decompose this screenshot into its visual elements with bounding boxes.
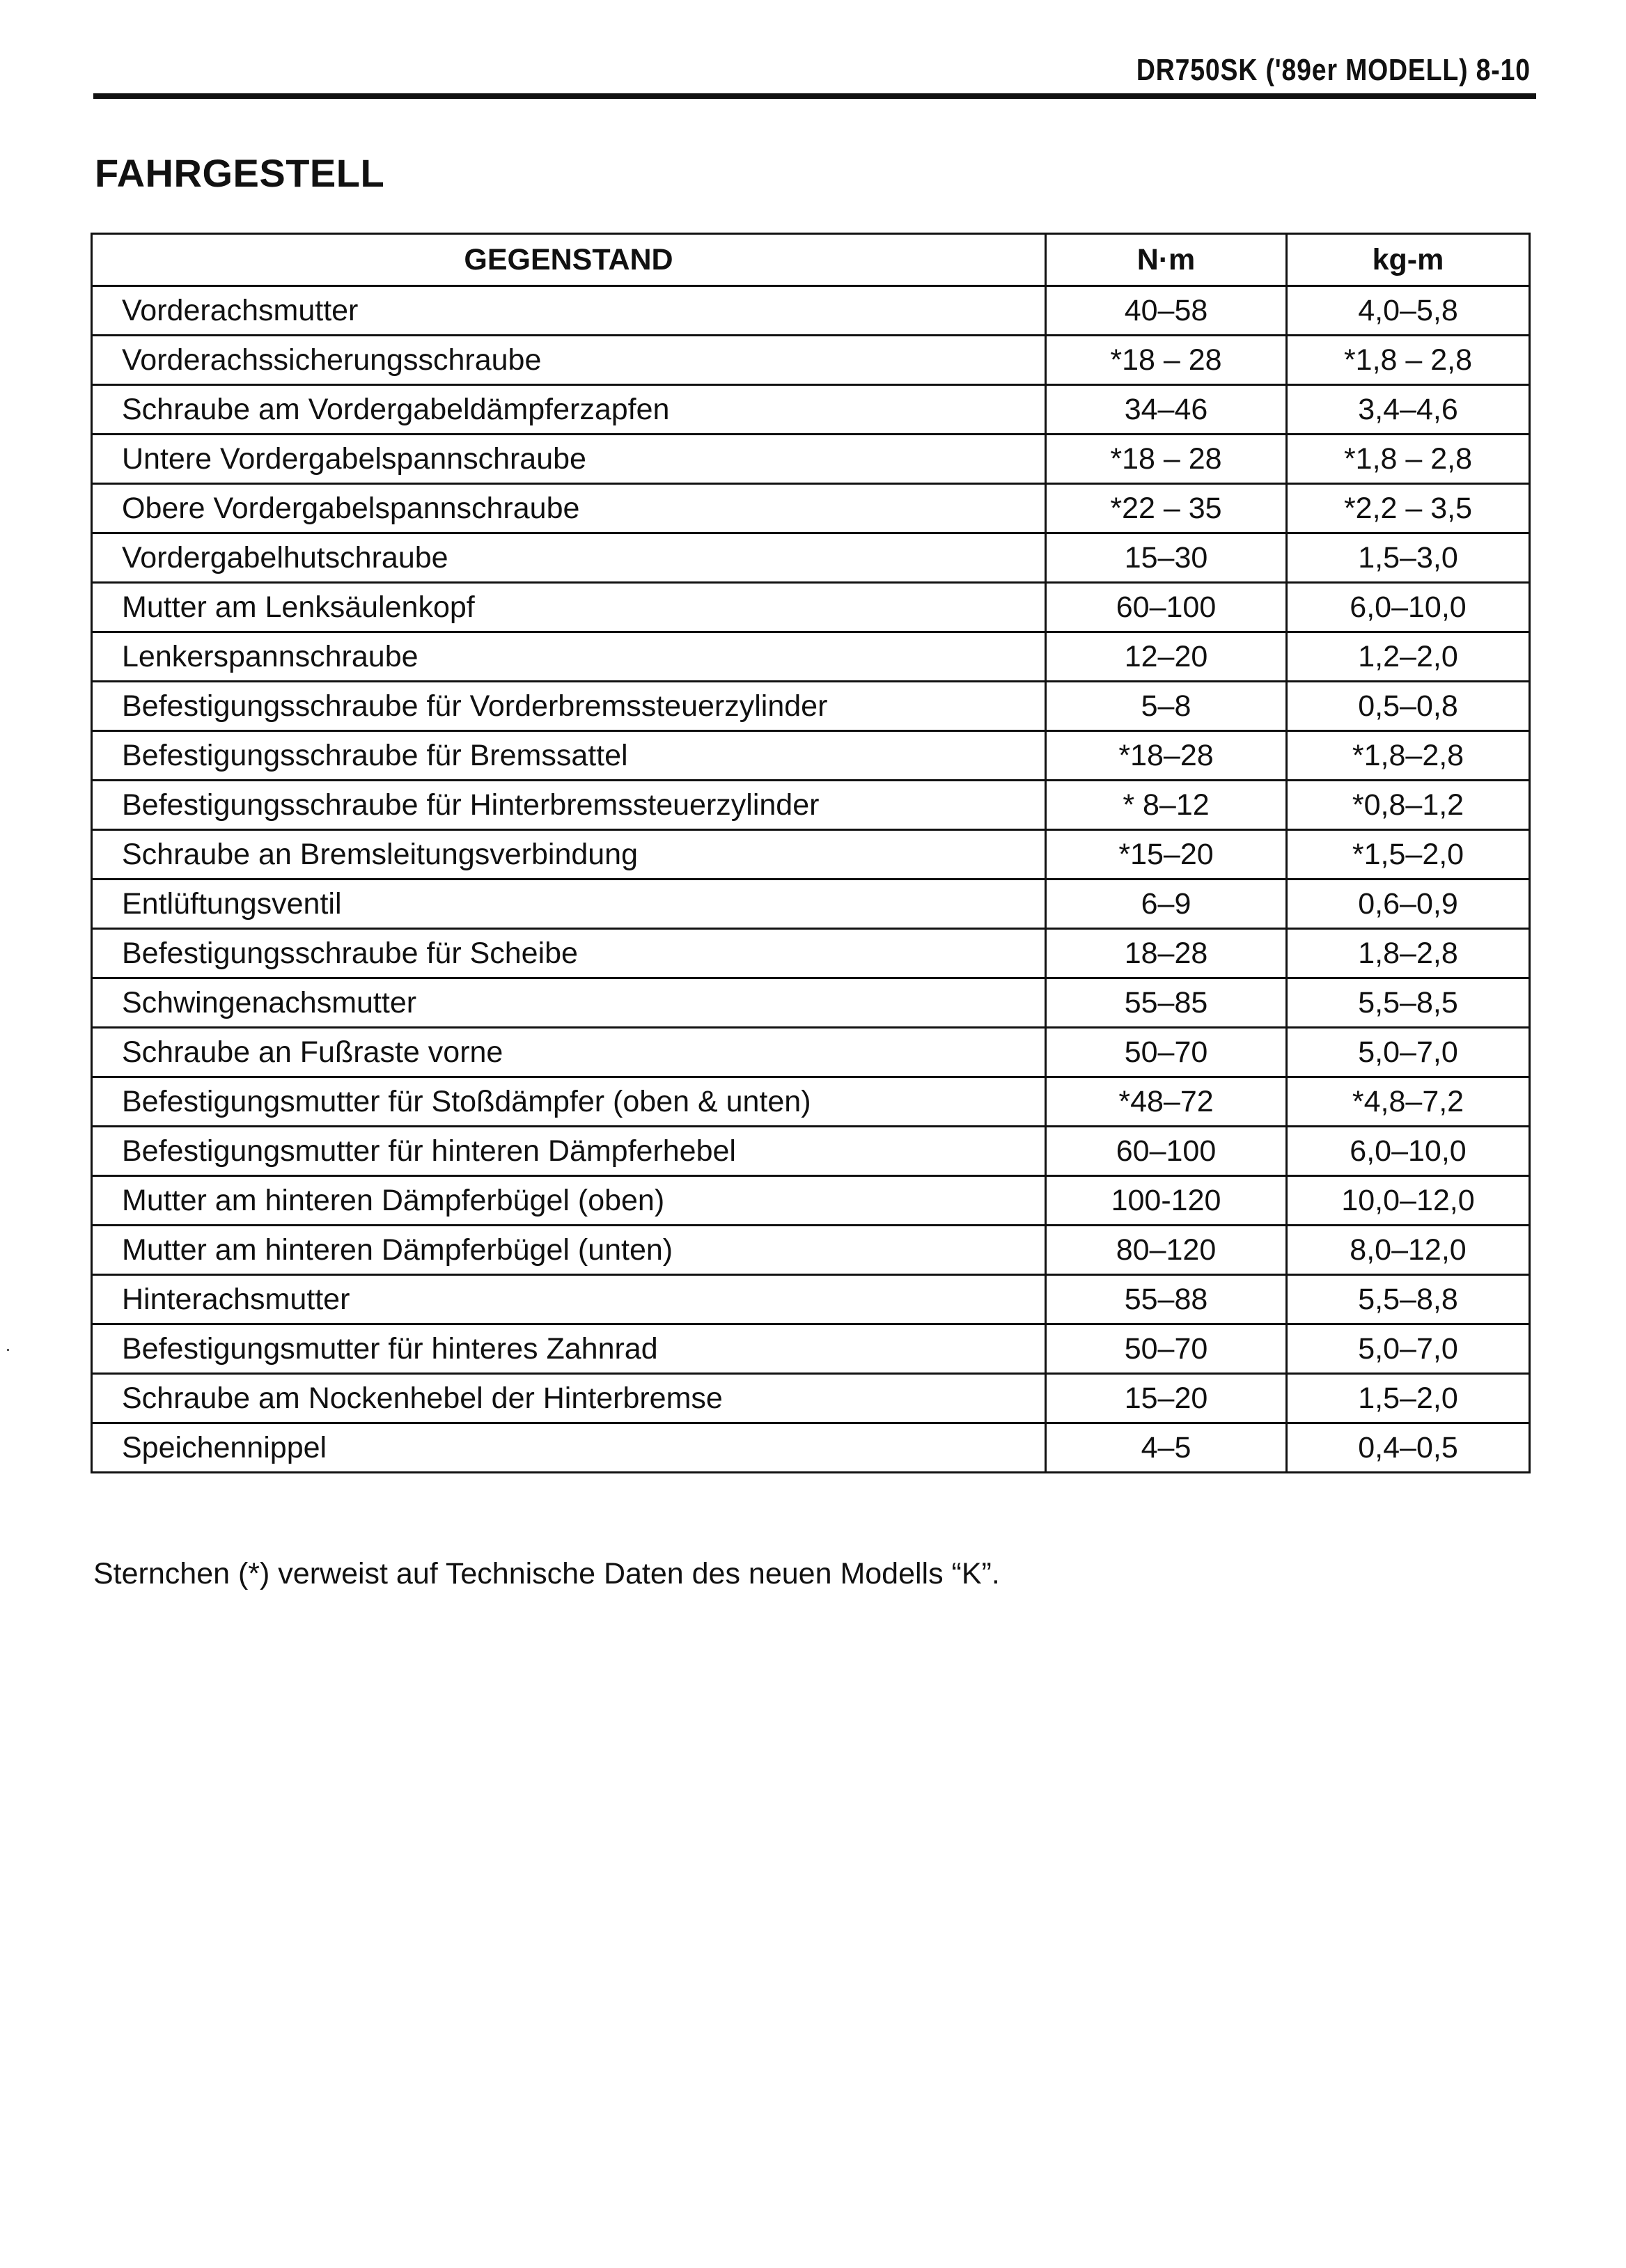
row-kgm-value: 0,5–0,8 (1287, 682, 1530, 731)
table-header-row (92, 234, 1530, 286)
row-kgm-value: 6,0–10,0 (1287, 1127, 1530, 1176)
footnote: Sternchen (*) verweist auf Technische Daten des neuen Modells “K”. (93, 1557, 1000, 1590)
row-item: Mutter am Lenksäulenkopf (92, 583, 1046, 632)
row-item: Vorderachsmutter (92, 286, 1046, 336)
table-row (92, 336, 1530, 385)
table-row (92, 682, 1530, 731)
row-item: Befestigungsmutter für hinteres Zahnrad (92, 1324, 1046, 1374)
row-nm-value: 18–28 (1046, 929, 1287, 978)
row-kgm-value: 4,0–5,8 (1287, 286, 1530, 336)
row-nm-value: *22 – 35 (1046, 484, 1287, 533)
row-item: Entlüftungsventil (92, 879, 1046, 929)
row-nm-value: 50–70 (1046, 1028, 1287, 1077)
row-kgm-value: 1,8–2,8 (1287, 929, 1530, 978)
torque-table (91, 233, 1531, 1473)
table-row (92, 1226, 1530, 1275)
table-row (92, 1324, 1530, 1374)
table-row (92, 978, 1530, 1028)
row-nm-value: 100-120 (1046, 1176, 1287, 1226)
row-nm-value: 55–88 (1046, 1275, 1287, 1324)
row-nm-value: 15–30 (1046, 533, 1287, 583)
row-item: Mutter am hinteren Dämpferbügel (unten) (92, 1226, 1046, 1275)
row-kgm-value: *4,8–7,2 (1287, 1077, 1530, 1127)
table-row (92, 731, 1530, 781)
row-nm-value: 80–120 (1046, 1226, 1287, 1275)
row-nm-value: 50–70 (1046, 1324, 1287, 1374)
table-row (92, 583, 1530, 632)
row-nm-value: 12–20 (1046, 632, 1287, 682)
table-row (92, 1077, 1530, 1127)
row-kgm-value: *0,8–1,2 (1287, 781, 1530, 830)
table-row (92, 879, 1530, 929)
row-nm-value: 60–100 (1046, 1127, 1287, 1176)
row-item: Befestigungsschraube für Scheibe (92, 929, 1046, 978)
margin-mark (7, 1349, 9, 1351)
row-kgm-value: *1,5–2,0 (1287, 830, 1530, 879)
row-kgm-value: 6,0–10,0 (1287, 583, 1530, 632)
table-row (92, 533, 1530, 583)
row-item: Vorderachssicherungsschraube (92, 336, 1046, 385)
row-item: Befestigungsschraube für Vorderbremssteuerzylinder (92, 682, 1046, 731)
row-nm-value: *18–28 (1046, 731, 1287, 781)
row-kgm-value: 5,0–7,0 (1287, 1324, 1530, 1374)
row-nm-value: 60–100 (1046, 583, 1287, 632)
row-item: Untere Vordergabelspannschraube (92, 435, 1046, 484)
row-kgm-value: 3,4–4,6 (1287, 385, 1530, 435)
row-item: Befestigungsmutter für Stoßdämpfer (oben & unten) (92, 1077, 1046, 1127)
table-row (92, 1423, 1530, 1473)
row-kgm-value: 1,5–2,0 (1287, 1374, 1530, 1423)
row-nm-value: 55–85 (1046, 978, 1287, 1028)
table-row (92, 1127, 1530, 1176)
running-title: DR750SK ('89er MODELL) 8-10 (1136, 53, 1531, 87)
row-kgm-value: 10,0–12,0 (1287, 1176, 1530, 1226)
row-nm-value: 40–58 (1046, 286, 1287, 336)
page-header (93, 49, 1536, 99)
column-header-item: GEGENSTAND (92, 234, 1046, 286)
row-kgm-value: 5,0–7,0 (1287, 1028, 1530, 1077)
table-row (92, 385, 1530, 435)
section-title: FAHRGESTELL (95, 151, 385, 195)
row-item: Befestigungsmutter für hinteren Dämpferhebel (92, 1127, 1046, 1176)
row-item: Schraube an Bremsleitungsverbindung (92, 830, 1046, 879)
row-kgm-value: 0,4–0,5 (1287, 1423, 1530, 1473)
row-nm-value: *18 – 28 (1046, 336, 1287, 385)
row-kgm-value: *1,8 – 2,8 (1287, 435, 1530, 484)
row-kgm-value: 1,5–3,0 (1287, 533, 1530, 583)
table-row (92, 830, 1530, 879)
row-item: Schraube am Nockenhebel der Hinterbremse (92, 1374, 1046, 1423)
row-item: Obere Vordergabelspannschraube (92, 484, 1046, 533)
row-nm-value: *15–20 (1046, 830, 1287, 879)
row-kgm-value: *1,8–2,8 (1287, 731, 1530, 781)
table-body (92, 286, 1530, 1473)
row-nm-value: 15–20 (1046, 1374, 1287, 1423)
row-nm-value: 34–46 (1046, 385, 1287, 435)
column-header-kgm: kg-m (1287, 234, 1530, 286)
row-nm-value: *18 – 28 (1046, 435, 1287, 484)
row-nm-value: 5–8 (1046, 682, 1287, 731)
table-row (92, 286, 1530, 336)
table-row (92, 484, 1530, 533)
table-row (92, 1176, 1530, 1226)
table-row (92, 632, 1530, 682)
row-nm-value: 4–5 (1046, 1423, 1287, 1473)
row-item: Mutter am hinteren Dämpferbügel (oben) (92, 1176, 1046, 1226)
table-row (92, 1275, 1530, 1324)
row-item: Befestigungsschraube für Bremssattel (92, 731, 1046, 781)
row-nm-value: 6–9 (1046, 879, 1287, 929)
row-item: Schraube am Vordergabeldämpferzapfen (92, 385, 1046, 435)
row-kgm-value: 1,2–2,0 (1287, 632, 1530, 682)
row-item: Hinterachsmutter (92, 1275, 1046, 1324)
table-row (92, 1028, 1530, 1077)
column-header-nm: N·m (1046, 234, 1287, 286)
row-item: Vordergabelhutschraube (92, 533, 1046, 583)
row-item: Lenkerspannschraube (92, 632, 1046, 682)
row-kgm-value: *1,8 – 2,8 (1287, 336, 1530, 385)
row-item: Schwingenachsmutter (92, 978, 1046, 1028)
table-row (92, 435, 1530, 484)
row-kgm-value: 8,0–12,0 (1287, 1226, 1530, 1275)
row-kgm-value: 0,6–0,9 (1287, 879, 1530, 929)
row-item: Schraube an Fußraste vorne (92, 1028, 1046, 1077)
row-kgm-value: 5,5–8,5 (1287, 978, 1530, 1028)
row-kgm-value: 5,5–8,8 (1287, 1275, 1530, 1324)
table-row (92, 1374, 1530, 1423)
row-nm-value: * 8–12 (1046, 781, 1287, 830)
table-row (92, 781, 1530, 830)
table-row (92, 929, 1530, 978)
row-kgm-value: *2,2 – 3,5 (1287, 484, 1530, 533)
row-nm-value: *48–72 (1046, 1077, 1287, 1127)
row-item: Speichennippel (92, 1423, 1046, 1473)
row-item: Befestigungsschraube für Hinterbremssteuerzylinder (92, 781, 1046, 830)
